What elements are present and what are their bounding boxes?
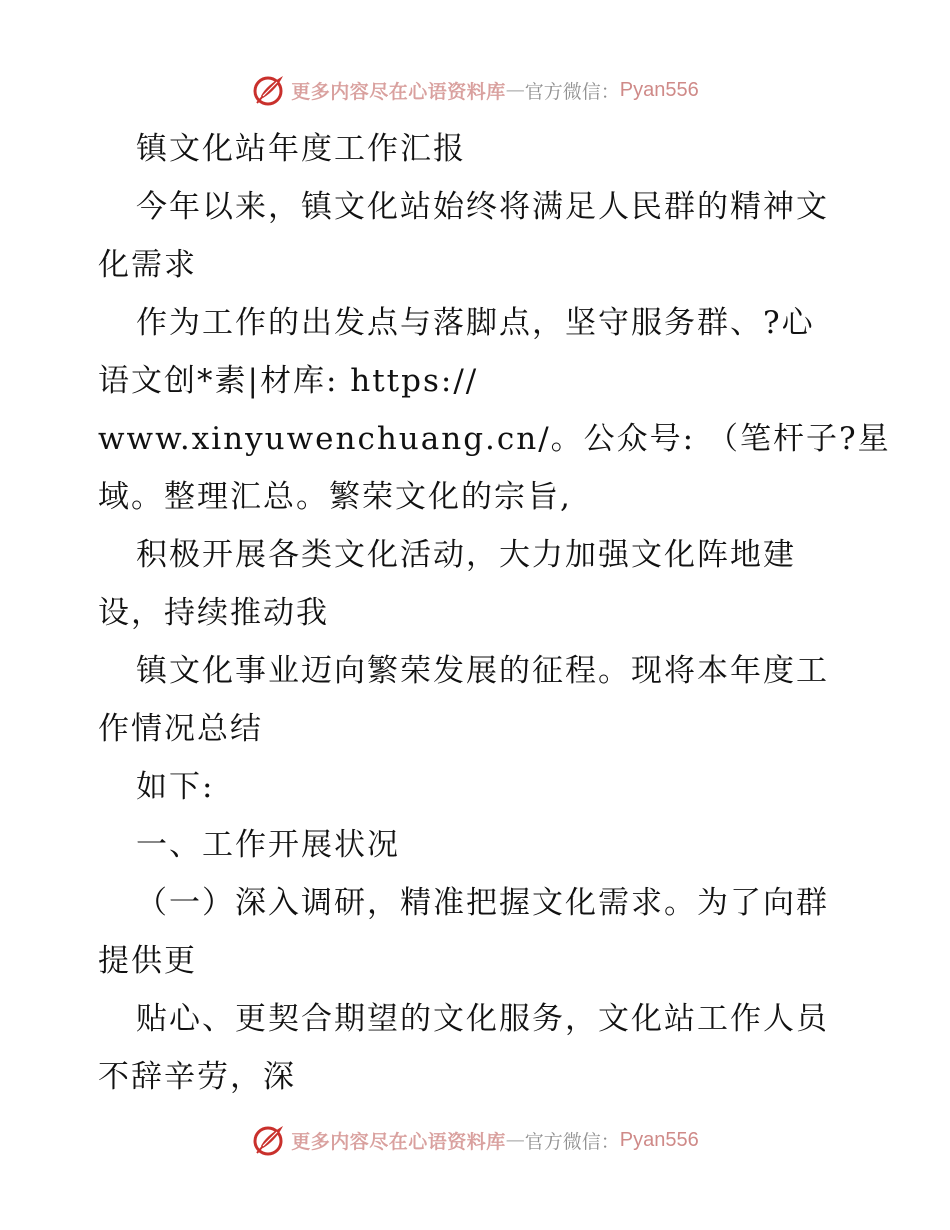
feather-pen-logo-icon <box>251 1122 287 1158</box>
feather-pen-logo-icon <box>251 72 287 108</box>
header-banner <box>0 70 950 110</box>
banner-site-text: 更多内容尽在心语资料库 <box>291 80 506 103</box>
banner-separator: — <box>505 79 525 101</box>
banner-wechat-id: Pyan556 <box>619 78 699 101</box>
paragraph-line: www.xinyuwenchuang.cn/。公众号: （笔杆子?星 <box>98 421 891 457</box>
banner-wechat-label: 官方微信： <box>524 80 620 103</box>
paragraph-line: 设，持续推动我 <box>98 595 329 631</box>
banner-wechat-label: 官方微信： <box>524 1130 620 1153</box>
paragraph-line: 作为工作的出发点与落脚点，坚守服务群、?心 <box>136 305 815 341</box>
paragraph-line: 语文创*素|材库: https:// <box>98 363 479 399</box>
paragraph-line: 贴心、更契合期望的文化服务，文化站工作人员 <box>136 1001 829 1037</box>
paragraph-line: 不辞辛劳，深 <box>98 1059 296 1095</box>
subsection-heading: （一）深入调研，精准把握文化需求。为了向群 <box>136 885 829 921</box>
section-heading: 一、工作开展状况 <box>136 827 400 863</box>
banner-wechat-id: Pyan556 <box>619 1128 699 1151</box>
paragraph-line: 域。整理汇总。繁荣文化的宗旨, <box>98 479 572 515</box>
footer-banner <box>0 1120 950 1160</box>
banner-site-text: 更多内容尽在心语资料库 <box>291 1130 506 1153</box>
paragraph-line: 作情况总结 <box>98 711 263 747</box>
paragraph-line: 化需求 <box>98 247 197 283</box>
paragraph-line: 镇文化事业迈向繁荣发展的征程。现将本年度工 <box>136 653 829 689</box>
paragraph-line: 积极开展各类文化活动，大力加强文化阵地建 <box>136 537 796 573</box>
banner-separator: — <box>505 1129 525 1151</box>
paragraph-line: 如下: <box>136 769 215 805</box>
paragraph-line: 今年以来，镇文化站始终将满足人民群的精神文 <box>136 189 829 225</box>
document-title: 镇文化站年度工作汇报 <box>136 131 466 167</box>
paragraph-line: 提供更 <box>98 943 197 979</box>
